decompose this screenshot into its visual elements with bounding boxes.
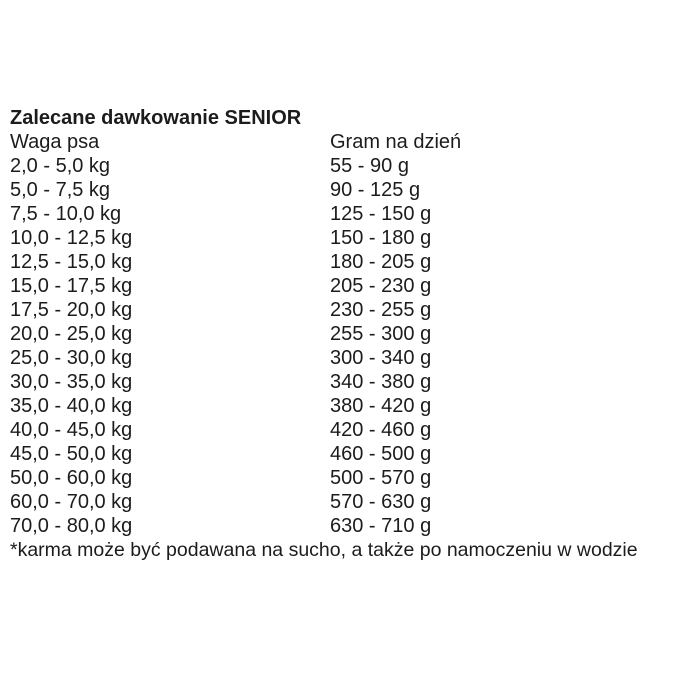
table-row <box>10 418 695 442</box>
dog-weight-cell: 30,0 - 35,0 kg <box>10 371 133 393</box>
dosage-table-body <box>10 154 695 538</box>
header-dog-weight: Waga psa <box>10 131 100 153</box>
footnote: *karma może być podawana na sucho, a także po namoczeniu w wodzie <box>10 539 638 561</box>
table-row <box>10 154 695 178</box>
dog-weight-cell: 45,0 - 50,0 kg <box>10 443 133 465</box>
table-row <box>10 490 695 514</box>
table-row <box>10 346 695 370</box>
dog-weight-cell: 40,0 - 45,0 kg <box>10 419 133 441</box>
grams-per-day-cell: 180 - 205 g <box>330 251 432 273</box>
table-row <box>10 322 695 346</box>
table-row <box>10 466 695 490</box>
grams-per-day-cell: 630 - 710 g <box>330 515 432 537</box>
dog-weight-cell: 20,0 - 25,0 kg <box>10 323 133 345</box>
grams-per-day-cell: 500 - 570 g <box>330 467 432 489</box>
document-title: Zalecane dawkowanie SENIOR <box>10 107 302 129</box>
grams-per-day-cell: 570 - 630 g <box>330 491 432 513</box>
dog-weight-cell: 12,5 - 15,0 kg <box>10 251 133 273</box>
dog-weight-cell: 2,0 - 5,0 kg <box>10 155 111 177</box>
table-row <box>10 178 695 202</box>
dog-weight-cell: 10,0 - 12,5 kg <box>10 227 133 249</box>
table-row <box>10 250 695 274</box>
grams-per-day-cell: 90 - 125 g <box>330 179 421 201</box>
dog-weight-cell: 25,0 - 30,0 kg <box>10 347 133 369</box>
dog-weight-cell: 60,0 - 70,0 kg <box>10 491 133 513</box>
grams-per-day-cell: 230 - 255 g <box>330 299 432 321</box>
grams-per-day-cell: 380 - 420 g <box>330 395 432 417</box>
dog-weight-cell: 70,0 - 80,0 kg <box>10 515 133 537</box>
grams-per-day-cell: 205 - 230 g <box>330 275 432 297</box>
dog-weight-cell: 35,0 - 40,0 kg <box>10 395 133 417</box>
table-row <box>10 298 695 322</box>
table-row <box>10 274 695 298</box>
table-row <box>10 370 695 394</box>
table-header-row <box>10 130 695 154</box>
dosage-document <box>10 106 695 562</box>
grams-per-day-cell: 300 - 340 g <box>330 347 432 369</box>
table-row <box>10 394 695 418</box>
dog-weight-cell: 7,5 - 10,0 kg <box>10 203 122 225</box>
grams-per-day-cell: 420 - 460 g <box>330 419 432 441</box>
grams-per-day-cell: 150 - 180 g <box>330 227 432 249</box>
grams-per-day-cell: 255 - 300 g <box>330 323 432 345</box>
grams-per-day-cell: 460 - 500 g <box>330 443 432 465</box>
grams-per-day-cell: 55 - 90 g <box>330 155 409 177</box>
dog-weight-cell: 50,0 - 60,0 kg <box>10 467 133 489</box>
table-row <box>10 514 695 538</box>
dog-weight-cell: 5,0 - 7,5 kg <box>10 179 111 201</box>
grams-per-day-cell: 340 - 380 g <box>330 371 432 393</box>
table-row <box>10 202 695 226</box>
header-grams-per-day: Gram na dzień <box>330 131 462 153</box>
table-row <box>10 442 695 466</box>
dog-weight-cell: 15,0 - 17,5 kg <box>10 275 133 297</box>
grams-per-day-cell: 125 - 150 g <box>330 203 432 225</box>
table-row <box>10 226 695 250</box>
dog-weight-cell: 17,5 - 20,0 kg <box>10 299 133 321</box>
